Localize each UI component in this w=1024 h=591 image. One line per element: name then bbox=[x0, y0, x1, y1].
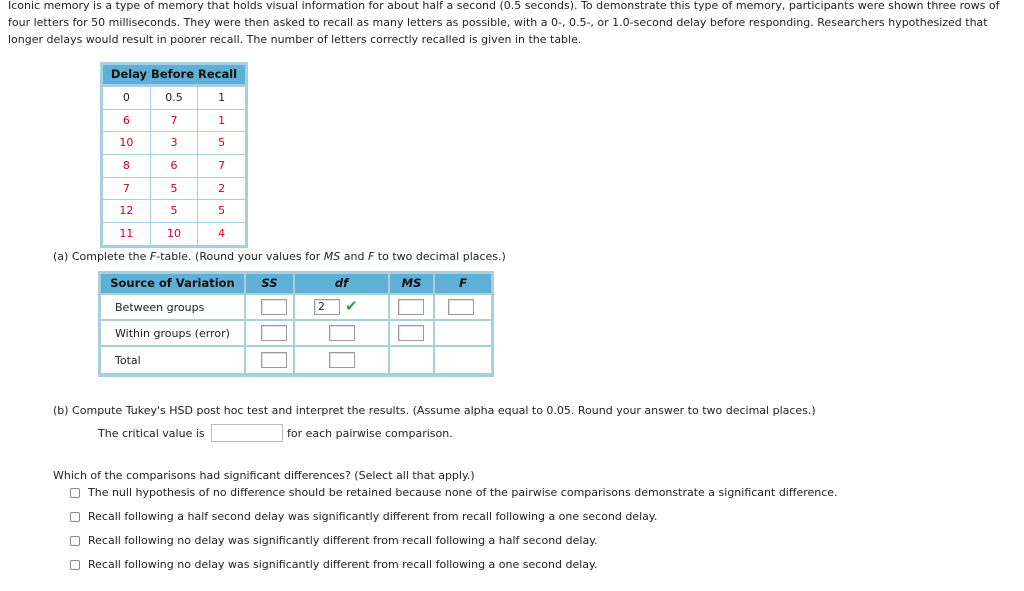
table-row bbox=[103, 155, 245, 178]
option-row[interactable] bbox=[70, 558, 597, 571]
row-label-cell bbox=[101, 321, 244, 345]
table-cell: 3 bbox=[151, 132, 199, 154]
table-cell: 5 bbox=[151, 178, 199, 200]
table-cell: 7 bbox=[103, 178, 151, 200]
part-a-text: and bbox=[340, 250, 368, 263]
within-ss-input[interactable] bbox=[261, 325, 287, 341]
table-cell: 8 bbox=[103, 155, 151, 177]
row-label-within: Within groups (error) bbox=[115, 327, 230, 340]
table-cell: 7 bbox=[151, 110, 199, 132]
f-cell bbox=[435, 295, 491, 319]
table-cell: 1 bbox=[218, 113, 226, 127]
part-a-f: F bbox=[367, 250, 375, 263]
total-df-input[interactable] bbox=[329, 352, 355, 368]
ms-cell bbox=[390, 321, 433, 345]
table-row bbox=[103, 223, 245, 245]
header-df: df bbox=[295, 274, 388, 293]
total-ss-input[interactable] bbox=[261, 352, 287, 368]
option-row[interactable] bbox=[70, 510, 657, 523]
table-row bbox=[103, 110, 245, 133]
column-header: 0.5 bbox=[151, 87, 199, 109]
data-table-title: Delay Before Recall bbox=[103, 65, 245, 84]
data-table-grid bbox=[103, 87, 245, 245]
table-cell: 2 bbox=[218, 181, 226, 195]
f-cell-empty bbox=[435, 321, 491, 345]
header-f: F bbox=[435, 274, 491, 293]
header-ms: MS bbox=[390, 274, 433, 293]
part-a-text: (a) Complete the bbox=[53, 250, 150, 263]
ms-cell bbox=[390, 295, 433, 319]
df-cell bbox=[295, 347, 388, 373]
between-f-input[interactable] bbox=[448, 299, 474, 315]
table-cell: 5 bbox=[218, 204, 226, 218]
table-cell: 5 bbox=[151, 200, 199, 222]
ss-cell bbox=[246, 295, 293, 319]
within-ms-input[interactable] bbox=[398, 325, 424, 341]
table-row bbox=[103, 178, 245, 201]
option-row[interactable] bbox=[70, 486, 838, 499]
within-df-input[interactable] bbox=[329, 325, 355, 341]
table-cell: 4 bbox=[218, 227, 226, 241]
comparisons-question: Which of the comparisons had significant differences? (Select all that apply.) bbox=[53, 469, 475, 482]
problem-intro: Iconic memory is a type of memory that holds visual information for about half a second (0.5 seconds). To demonstrate this type of memory, participants were shown three rows of four letters for 50 milliseconds. They were then asked to recall as many letters as possible, with a 0-, 0.5-, or 1.0-second delay before responding. Researchers hypothesized that longer delays would result in poorer recall. The number of letters correctly recalled is given in the table. bbox=[8, 0, 1000, 46]
option-checkbox[interactable] bbox=[70, 536, 80, 546]
critical-value-input[interactable] bbox=[211, 424, 283, 442]
part-a-text: to two decimal places.) bbox=[374, 250, 506, 263]
ss-cell bbox=[246, 321, 293, 345]
table-cell: 10 bbox=[151, 223, 199, 245]
table-cell: 11 bbox=[103, 223, 151, 245]
critical-value-suffix: for each pairwise comparison. bbox=[287, 427, 453, 440]
table-row bbox=[103, 132, 245, 155]
part-b-prompt: (b) Compute Tukey's HSD post hoc test and interpret the results. (Assume alpha equal to 0.05. Round your answer to two decimal places.) bbox=[53, 404, 816, 417]
table-cell: 6 bbox=[151, 155, 199, 177]
option-checkbox[interactable] bbox=[70, 560, 80, 570]
row-label-total: Total bbox=[115, 354, 141, 367]
data-table bbox=[100, 62, 248, 248]
option-label: Recall following no delay was significantly different from recall following a half second delay. bbox=[88, 534, 598, 547]
table-cell: 10 bbox=[103, 132, 151, 154]
df-cell bbox=[295, 295, 388, 319]
header-source: Source of Variation bbox=[101, 274, 244, 293]
option-checkbox[interactable] bbox=[70, 488, 80, 498]
between-ss-input[interactable] bbox=[261, 299, 287, 315]
table-cell: 5 bbox=[218, 136, 226, 150]
row-label-cell bbox=[101, 347, 244, 373]
df-cell bbox=[295, 321, 388, 345]
table-cell: 6 bbox=[103, 110, 151, 132]
ss-cell bbox=[246, 347, 293, 373]
f-cell-empty bbox=[435, 347, 491, 373]
critical-value-label: The critical value is bbox=[98, 427, 205, 440]
table-row bbox=[103, 200, 245, 223]
part-a-ms: MS bbox=[323, 250, 341, 263]
option-label: Recall following no delay was significantly different from recall following a one second delay. bbox=[88, 558, 598, 571]
table-cell: 12 bbox=[103, 200, 151, 222]
part-a-text: -table. (Round your values for bbox=[156, 250, 324, 263]
f-table bbox=[98, 271, 494, 377]
row-label-cell bbox=[101, 295, 244, 319]
data-table-header-row bbox=[103, 87, 245, 110]
option-checkbox[interactable] bbox=[70, 512, 80, 522]
column-header: 1 bbox=[218, 91, 226, 104]
part-a-prompt bbox=[53, 250, 506, 263]
option-row[interactable] bbox=[70, 534, 598, 547]
between-ms-input[interactable] bbox=[398, 299, 424, 315]
option-label: Recall following a half second delay was significantly different from recall following a one second delay. bbox=[88, 510, 658, 523]
column-header: 0 bbox=[103, 87, 151, 109]
part-a-f: F bbox=[149, 250, 157, 263]
header-ss: SS bbox=[246, 274, 293, 293]
row-label-between: Between groups bbox=[115, 301, 205, 314]
table-cell: 7 bbox=[218, 159, 226, 173]
check-icon: ✔ bbox=[345, 297, 358, 315]
between-df-input[interactable]: 2 bbox=[314, 299, 340, 315]
ms-cell-empty bbox=[390, 347, 433, 373]
option-label: The null hypothesis of no difference should be retained because none of the pairwise comparisons demonstrate a significant difference. bbox=[88, 486, 838, 499]
